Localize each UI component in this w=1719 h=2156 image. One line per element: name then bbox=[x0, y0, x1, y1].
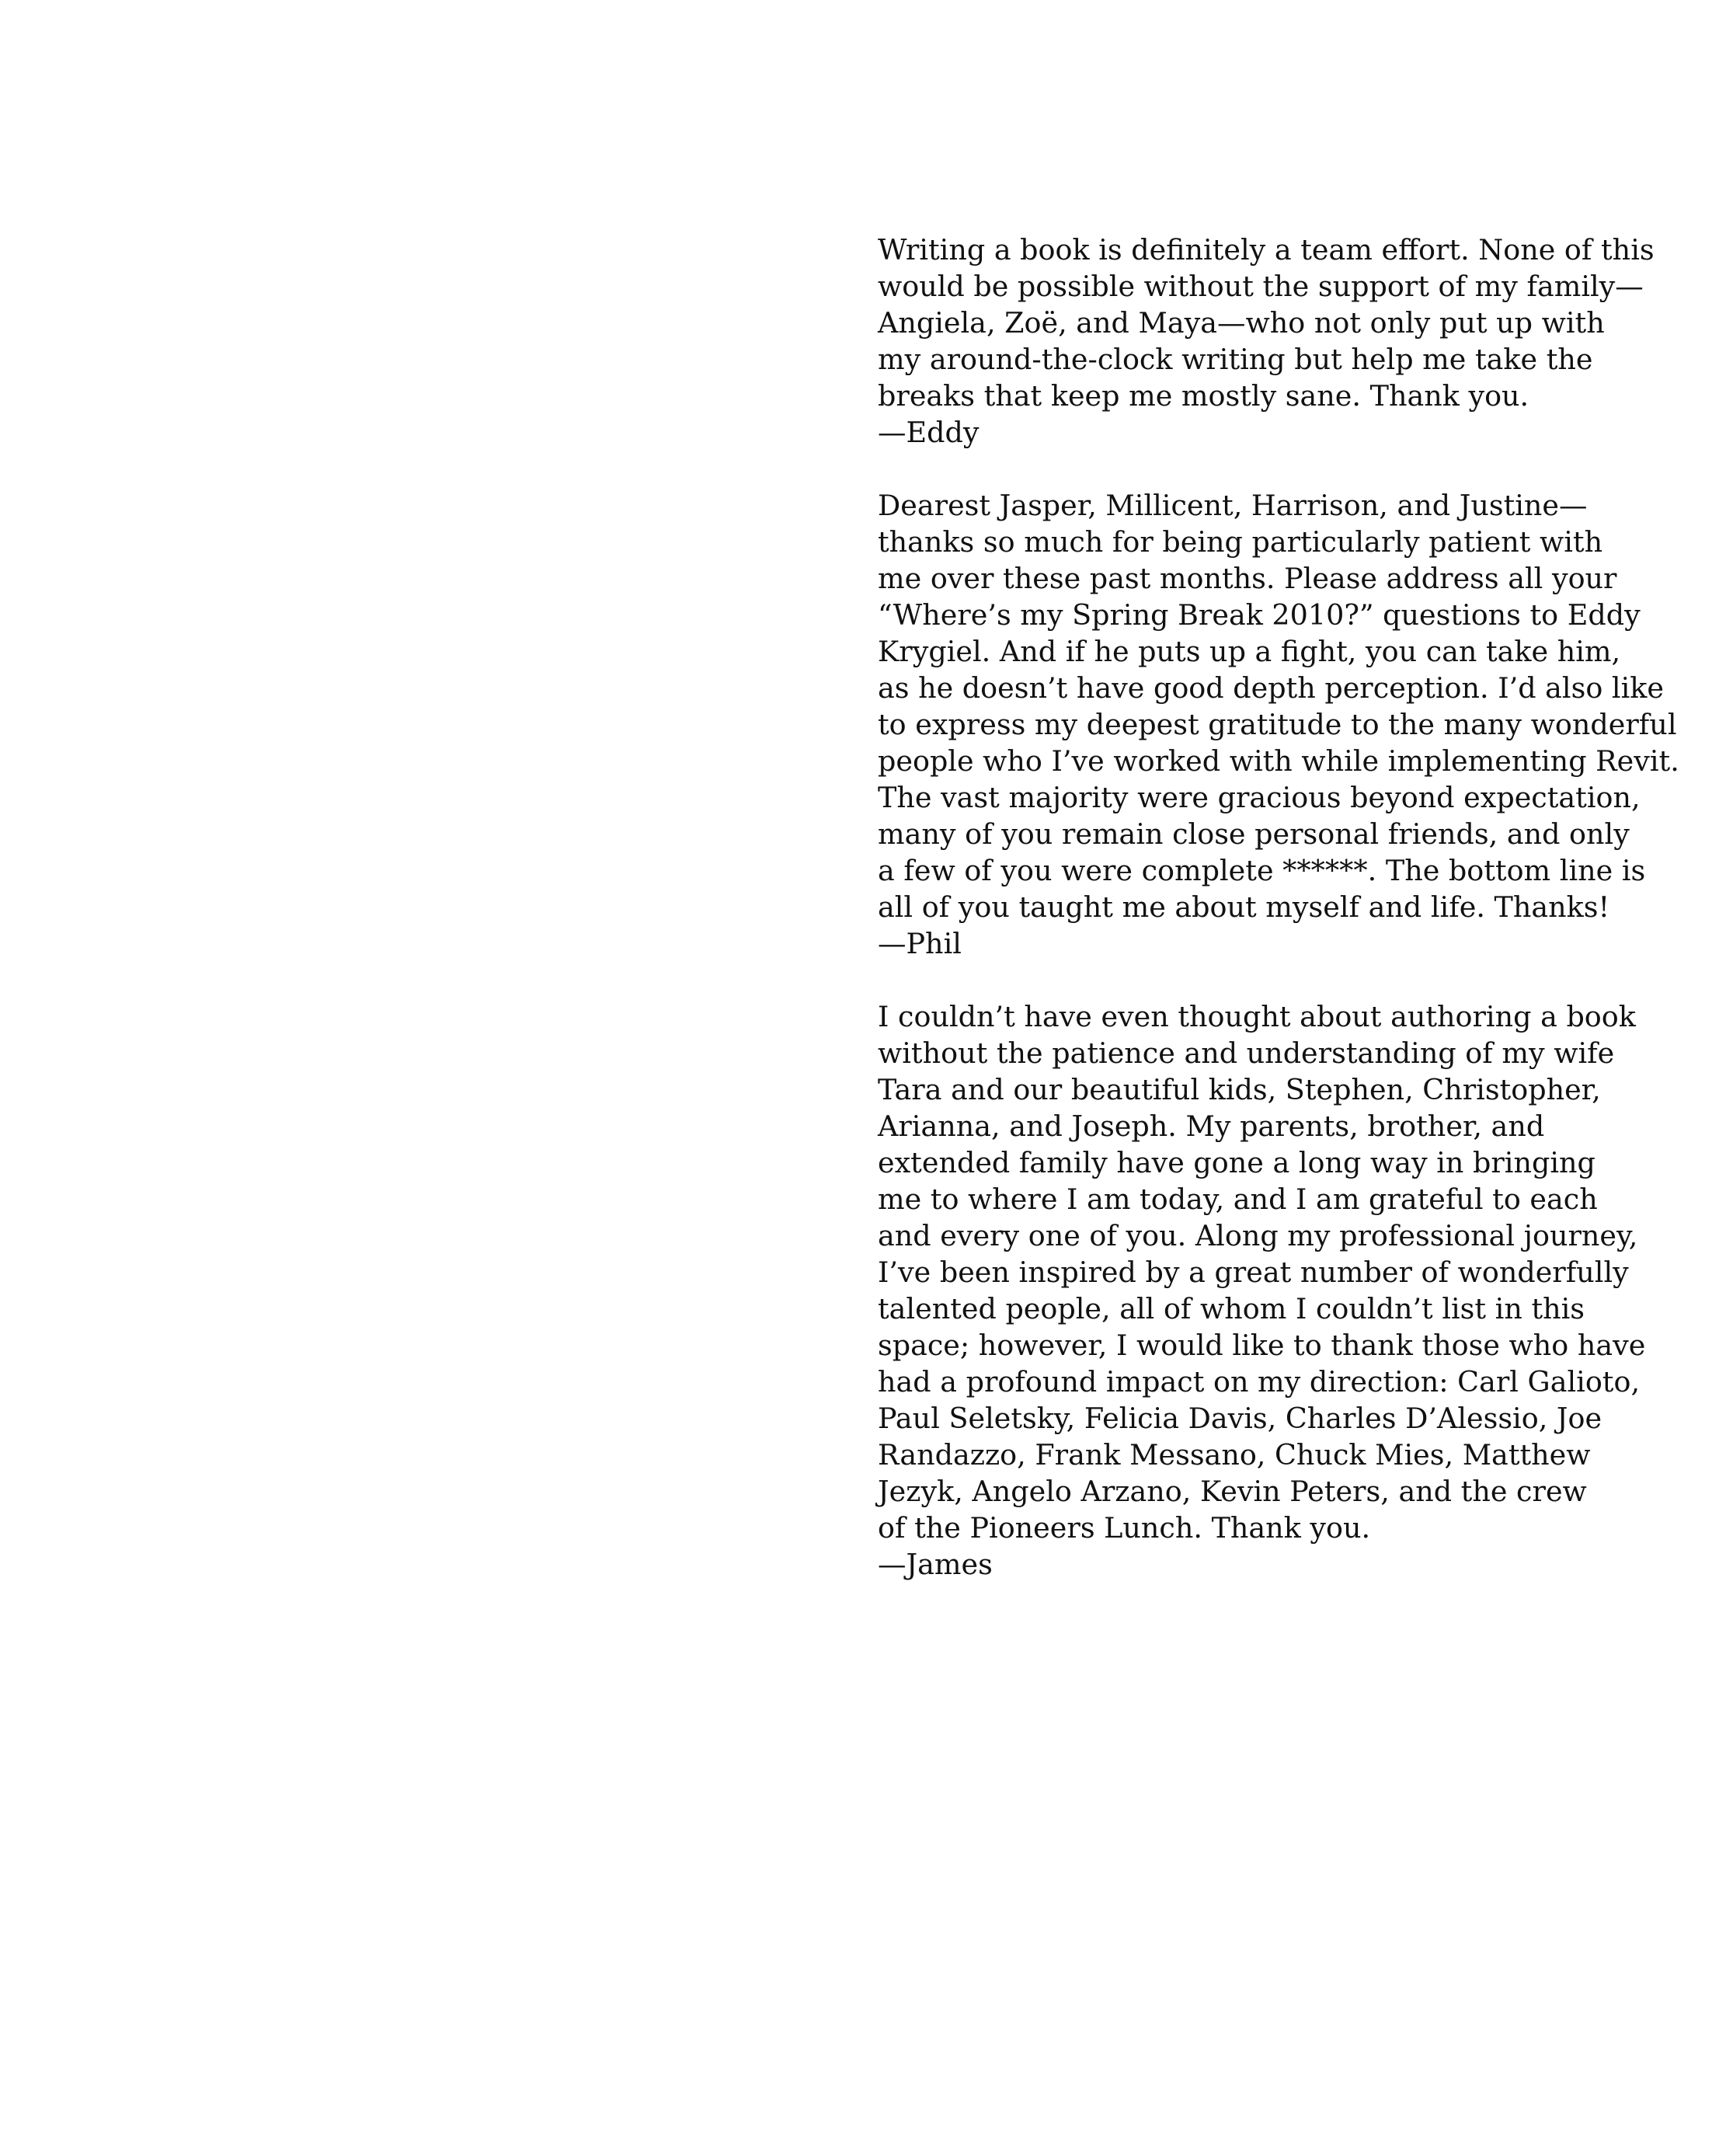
text-line: as he doesn’t have good depth perception. I’d also like bbox=[878, 671, 1664, 705]
acknowledgment-eddy bbox=[878, 232, 1655, 451]
text-line: and every one of you. Along my professional journey, bbox=[878, 1219, 1638, 1252]
text-line: all of you taught me about myself and life. Thanks! bbox=[878, 890, 1610, 924]
text-line: Writing a book is definitely a team effort. None of this bbox=[878, 233, 1655, 266]
text-line: Arianna, and Joseph. My parents, brother, and bbox=[878, 1109, 1545, 1143]
text-line: Tara and our beautiful kids, Stephen, Christopher, bbox=[878, 1073, 1601, 1106]
text-line: me over these past months. Please address all your bbox=[878, 562, 1617, 595]
text-line: The vast majority were gracious beyond expectation, bbox=[878, 781, 1641, 814]
text-line: Angiela, Zoë, and Maya—who not only put up with bbox=[878, 306, 1605, 340]
section-spacer bbox=[878, 962, 1655, 998]
text-line: “Where’s my Spring Break 2010?” questions to Eddy bbox=[878, 598, 1641, 632]
text-line: me to where I am today, and I am grateful to each bbox=[878, 1182, 1598, 1216]
text-line: people who I’ve worked with while implementing Revit. bbox=[878, 744, 1679, 778]
text-line: of the Pioneers Lunch. Thank you. bbox=[878, 1511, 1371, 1545]
text-line: Krygiel. And if he puts up a fight, you can take him, bbox=[878, 635, 1621, 668]
text-line: I couldn’t have even thought about authoring a book bbox=[878, 1000, 1636, 1033]
signature-line: —James bbox=[878, 1548, 993, 1581]
text-line: my around-the-clock writing but help me take the bbox=[878, 343, 1593, 376]
text-line: Randazzo, Frank Messano, Chuck Mies, Matthew bbox=[878, 1438, 1591, 1472]
acknowledgment-phil bbox=[878, 487, 1679, 962]
text-line: had a profound impact on my direction: Carl Galioto, bbox=[878, 1365, 1641, 1398]
acknowledgments-column bbox=[878, 232, 1679, 1583]
text-line: Paul Seletsky, Felicia Davis, Charles D’Alessio, Joe bbox=[878, 1402, 1602, 1435]
text-line: without the patience and understanding of my wife bbox=[878, 1036, 1615, 1070]
section-spacer bbox=[878, 451, 1655, 487]
text-line: would be possible without the support of my family— bbox=[878, 270, 1644, 303]
text-line: Jezyk, Angelo Arzano, Kevin Peters, and the crew bbox=[878, 1475, 1587, 1508]
signature-line: —Eddy bbox=[878, 416, 980, 449]
text-line: to express my deepest gratitude to the many wonderful bbox=[878, 708, 1677, 741]
text-line: Dearest Jasper, Millicent, Harrison, and Justine— bbox=[878, 489, 1588, 522]
text-line: space; however, I would like to thank those who have bbox=[878, 1329, 1646, 1362]
acknowledgment-james bbox=[878, 998, 1655, 1583]
text-line: a few of you were complete ******. The bottom line is bbox=[878, 854, 1646, 887]
text-line: breaks that keep me mostly sane. Thank you. bbox=[878, 379, 1529, 413]
text-line: I’ve been inspired by a great number of wonderfully bbox=[878, 1256, 1629, 1289]
text-line: talented people, all of whom I couldn’t list in this bbox=[878, 1292, 1585, 1325]
signature-line: —Phil bbox=[878, 927, 962, 960]
text-line: thanks so much for being particularly patient with bbox=[878, 525, 1603, 559]
text-line: many of you remain close personal friends, and only bbox=[878, 817, 1630, 851]
text-line: extended family have gone a long way in bringing bbox=[878, 1146, 1595, 1179]
